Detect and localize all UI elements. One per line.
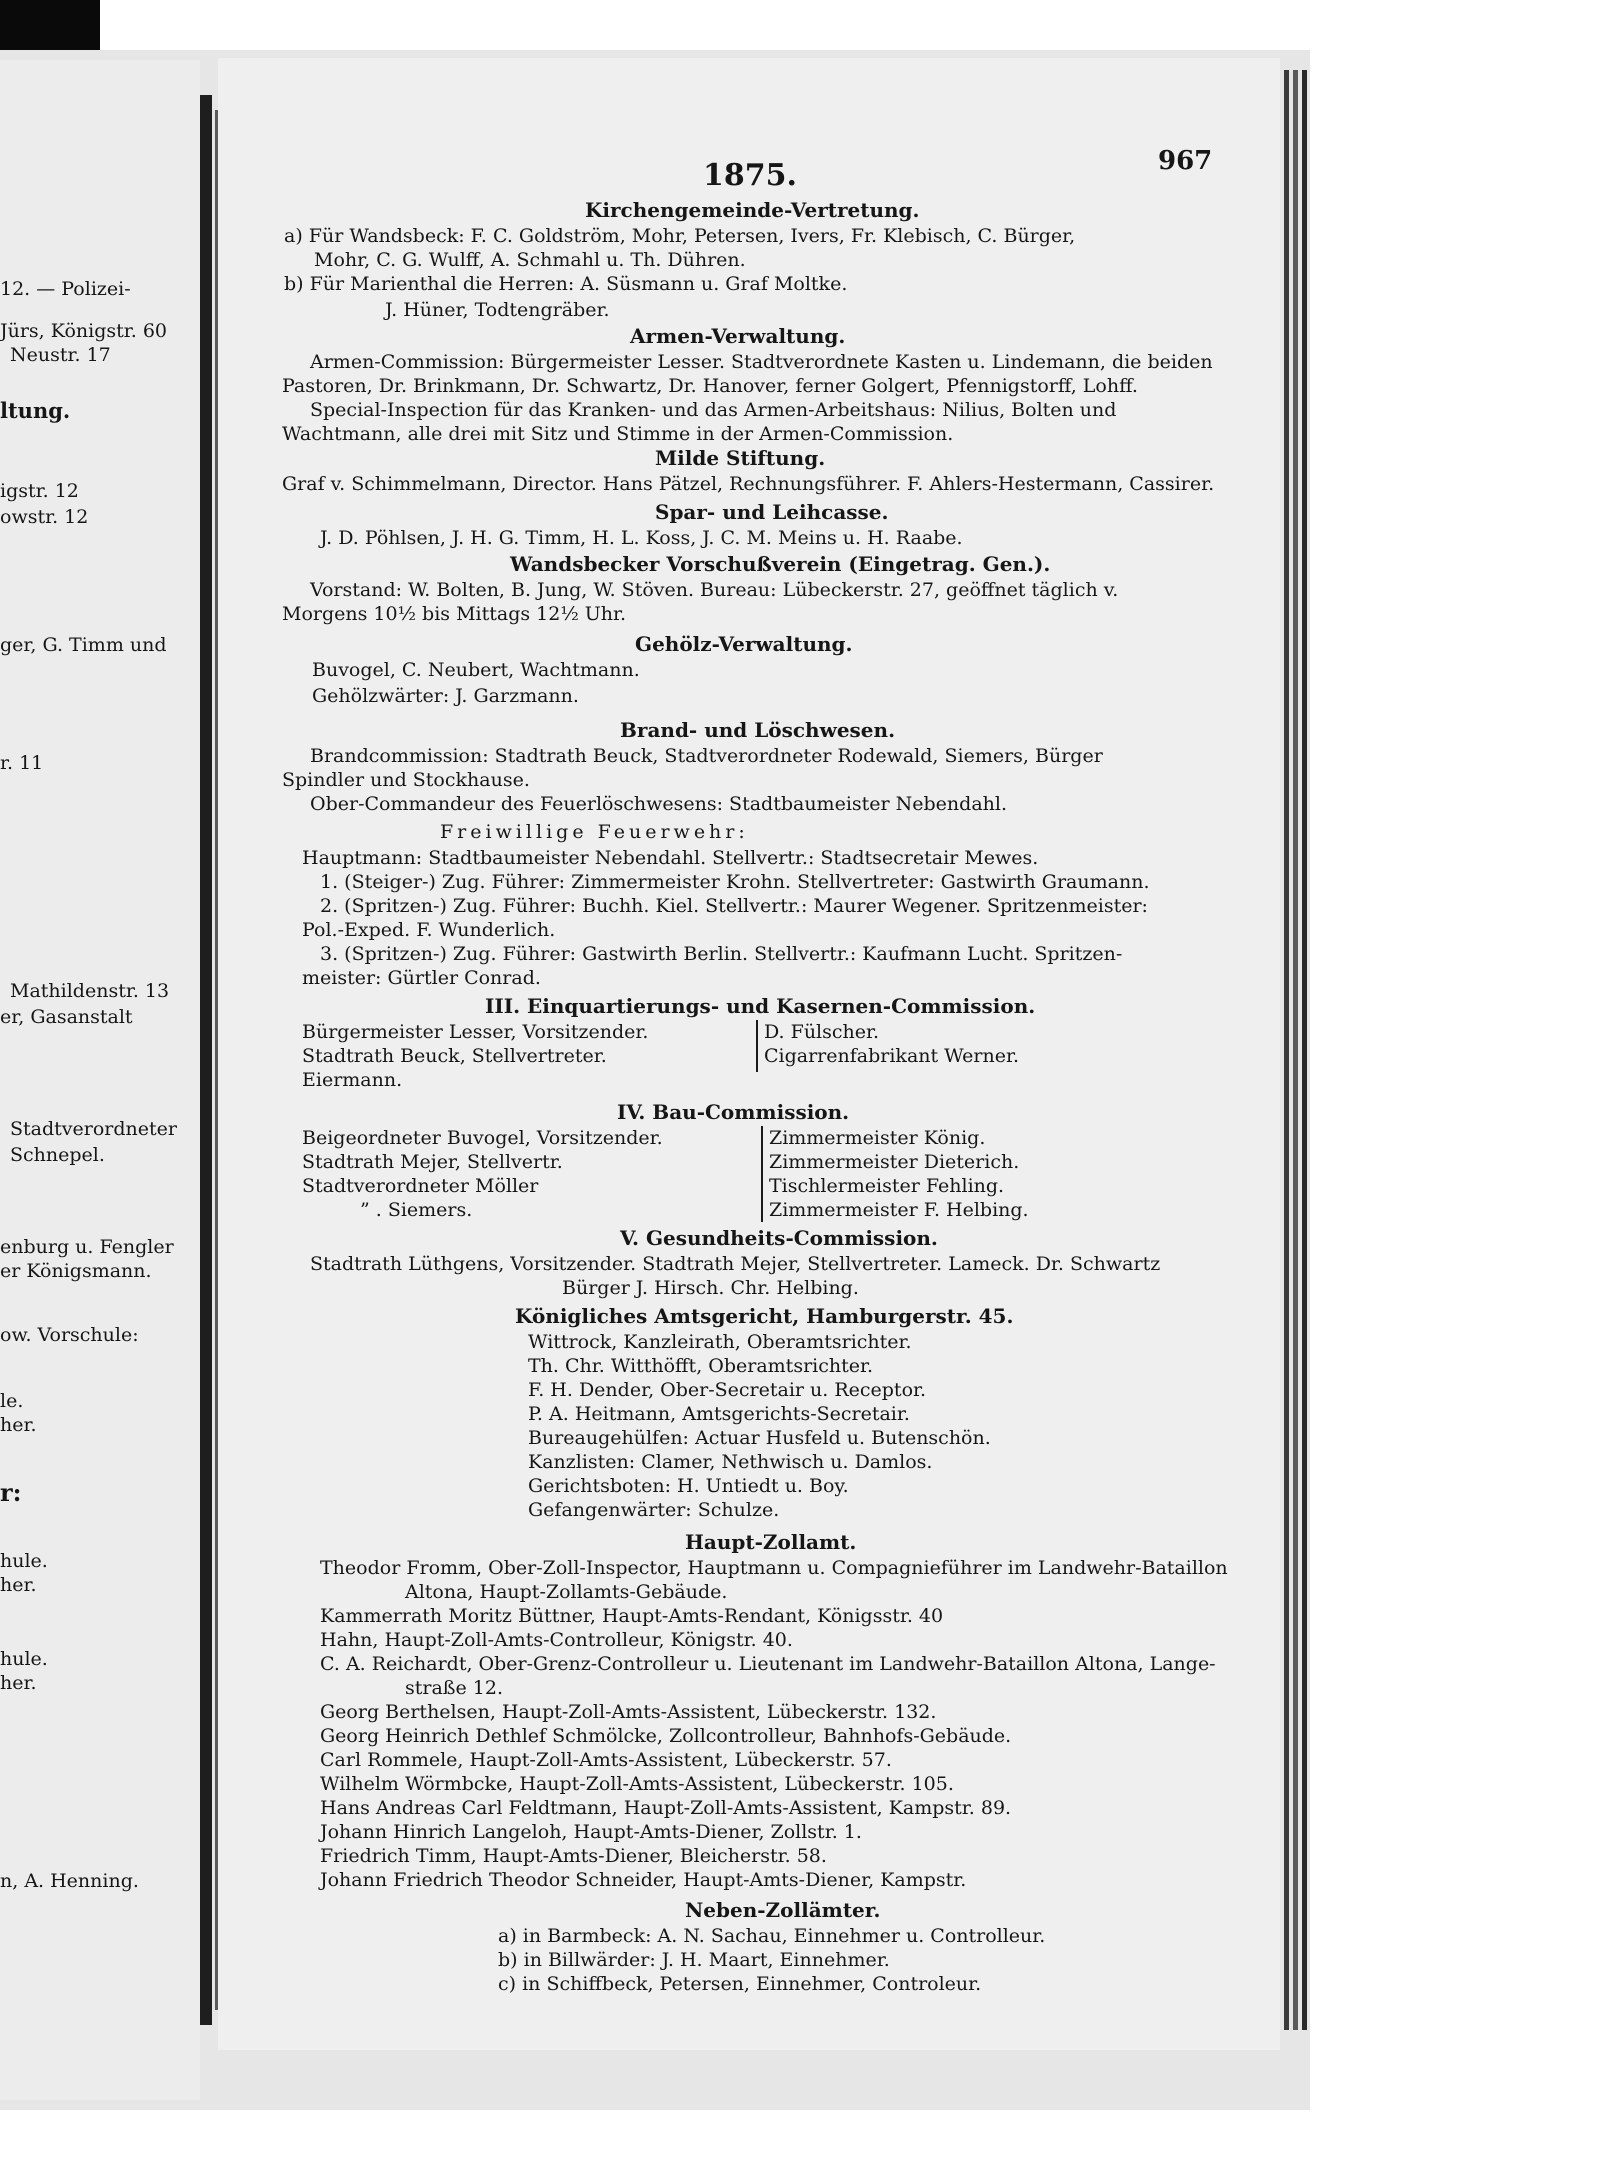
page-edge	[1284, 70, 1289, 2030]
section-heading-vorschussverein: Wandsbecker Vorschußverein (Eingetrag. Gen.).	[510, 552, 1051, 576]
right-page	[218, 58, 1280, 2050]
left-fragment: Neustr. 17	[10, 344, 111, 366]
text-line: Hahn, Haupt-Zoll-Amts-Controlleur, Königstr. 40.	[320, 1629, 793, 1651]
scan-margin	[0, 2110, 1600, 2177]
text-line: Stadtrath Beuck, Stellvertreter.	[302, 1045, 607, 1067]
text-line: Georg Heinrich Dethlef Schmölcke, Zollcontrolleur, Bahnhofs-Gebäude.	[320, 1725, 1012, 1747]
text-line: Kanzlisten: Clamer, Nethwisch u. Damlos.	[528, 1451, 933, 1473]
section-heading-spar-leihcasse: Spar- und Leihcasse.	[655, 500, 889, 524]
text-line: Theodor Fromm, Ober-Zoll-Inspector, Hauptmann u. Compagnieführer im Landwehr-Bataillon	[320, 1557, 1228, 1579]
section-heading-bau-commission: IV. Bau-Commission.	[617, 1100, 850, 1124]
text-line: Armen-Commission: Bürgermeister Lesser. Stadtverordnete Kasten u. Lindemann, die beiden	[310, 351, 1213, 373]
section-heading-neben-zollaemter: Neben-Zollämter.	[685, 1898, 881, 1922]
text-line: Altona, Haupt-Zollamts-Gebäude.	[405, 1581, 728, 1603]
text-line: Gehölzwärter: J. Garzmann.	[312, 685, 579, 707]
text-line: Spindler und Stockhause.	[282, 769, 530, 791]
text-line: Kammerrath Moritz Büttner, Haupt-Amts-Rendant, Königsstr. 40	[320, 1605, 944, 1627]
text-line: Pol.-Exped. F. Wunderlich.	[302, 919, 556, 941]
left-fragment: Schnepel.	[10, 1144, 105, 1166]
text-line: 3. (Spritzen-) Zug. Führer: Gastwirth Berlin. Stellvertr.: Kaufmann Lucht. Spritzen-	[320, 943, 1123, 965]
text-line: Tischlermeister Fehling.	[769, 1175, 1005, 1197]
text-line: 1. (Steiger-) Zug. Führer: Zimmermeister Krohn. Stellvertreter: Gastwirth Graumann.	[320, 871, 1150, 893]
column-divider	[761, 1126, 763, 1222]
section-heading-kirchengemeinde: Kirchengemeinde-Vertretung.	[585, 198, 920, 222]
left-fragment: Jürs, Königstr. 60	[0, 320, 168, 342]
text-line: Stadtrath Mejer, Stellvertr.	[302, 1151, 563, 1173]
left-page	[0, 60, 200, 2100]
text-line: Ober-Commandeur des Feuerlöschwesens: Stadtbaumeister Nebendahl.	[310, 793, 1007, 815]
text-line: Vorstand: W. Bolten, B. Jung, W. Stöven. Bureau: Lübeckerstr. 27, geöffnet täglich v.	[310, 579, 1119, 601]
text-line: Cigarrenfabrikant Werner.	[764, 1045, 1020, 1067]
page-edge	[1302, 70, 1307, 2030]
text-line: Buvogel, C. Neubert, Wachtmann.	[312, 659, 640, 681]
left-fragment: her.	[0, 1414, 37, 1436]
text-line: b) in Billwärder: J. H. Maart, Einnehmer.	[498, 1949, 890, 1971]
text-line: Brandcommission: Stadtrath Beuck, Stadtverordneter Rodewald, Siemers, Bürger	[310, 745, 1103, 767]
text-line: c) in Schiffbeck, Petersen, Einnehmer, Controleur.	[498, 1973, 982, 1995]
left-fragment: her.	[0, 1574, 37, 1596]
left-fragment: er Königsmann.	[0, 1260, 152, 1282]
text-line: Gerichtsboten: H. Untiedt u. Boy.	[528, 1475, 849, 1497]
text-line: J. Hüner, Todtengräber.	[385, 299, 610, 321]
section-heading-einquartierung: III. Einquartierungs- und Kasernen-Commission.	[485, 994, 1036, 1018]
left-fragment: Mathildenstr. 13	[10, 980, 170, 1002]
text-line: Stadtrath Lüthgens, Vorsitzender. Stadtrath Mejer, Stellvertreter. Lameck. Dr. Schwartz	[310, 1253, 1161, 1275]
left-fragment: her.	[0, 1672, 37, 1694]
text-line: Gefangenwärter: Schulze.	[528, 1499, 780, 1521]
text-line: Johann Friedrich Theodor Schneider, Haupt-Amts-Diener, Kampstr.	[320, 1869, 967, 1891]
text-line: Zimmermeister König.	[769, 1127, 986, 1149]
text-line: J. D. Pöhlsen, J. H. G. Timm, H. L. Koss, J. C. M. Meins u. H. Raabe.	[320, 527, 963, 549]
text-line: Johann Hinrich Langeloh, Haupt-Amts-Diener, Zollstr. 1.	[320, 1821, 862, 1843]
section-heading-gehoelz: Gehölz-Verwaltung.	[635, 632, 853, 656]
text-line: Hans Andreas Carl Feldtmann, Haupt-Zoll-Amts-Assistent, Kampstr. 89.	[320, 1797, 1012, 1819]
text-line: Hauptmann: Stadtbaumeister Nebendahl. Stellvertr.: Stadtsecretair Mewes.	[302, 847, 1039, 869]
text-line: Bürgermeister Lesser, Vorsitzender.	[302, 1021, 649, 1043]
text-line: P. A. Heitmann, Amtsgerichts-Secretair.	[528, 1403, 910, 1425]
left-fragment: n, A. Henning.	[0, 1870, 139, 1892]
text-line: a) in Barmbeck: A. N. Sachau, Einnehmer u. Controlleur.	[498, 1925, 1046, 1947]
section-heading-amtsgericht: Königliches Amtsgericht, Hamburgerstr. 45.	[515, 1304, 1014, 1328]
text-line: Special-Inspection für das Kranken- und das Armen-Arbeitshaus: Nilius, Bolten und	[310, 399, 1117, 421]
subsection-heading-feuerwehr: Freiwillige Feuerwehr:	[440, 821, 749, 843]
text-line: Zimmermeister F. Helbing.	[769, 1199, 1029, 1221]
text-line: Wittrock, Kanzleirath, Oberamtsrichter.	[528, 1331, 912, 1353]
text-line: Bureaugehülfen: Actuar Husfeld u. Butenschön.	[528, 1427, 991, 1449]
page-number: 967	[1158, 146, 1213, 176]
section-heading-haupt-zollamt: Haupt-Zollamt.	[685, 1530, 857, 1554]
text-line: Carl Rommele, Haupt-Zoll-Amts-Assistent, Lübeckerstr. 57.	[320, 1749, 892, 1771]
text-line: Zimmermeister Dieterich.	[769, 1151, 1020, 1173]
left-fragment: hule.	[0, 1550, 48, 1572]
text-line: Morgens 10½ bis Mittags 12½ Uhr.	[282, 603, 627, 625]
text-line: Friedrich Timm, Haupt-Amts-Diener, Bleicherstr. 58.	[320, 1845, 827, 1867]
page-edge	[1293, 70, 1298, 2030]
text-line: b) Für Marienthal die Herren: A. Süsmann u. Graf Moltke.	[284, 273, 848, 295]
text-line: Pastoren, Dr. Brinkmann, Dr. Schwartz, Dr. Hanover, ferner Golgert, Pfennigstorff, Lohff.	[282, 375, 1138, 397]
scan-border	[0, 0, 100, 50]
section-heading-milde-stiftung: Milde Stiftung.	[655, 446, 826, 470]
left-fragment: owstr. 12	[0, 506, 89, 528]
left-fragment: hule.	[0, 1648, 48, 1670]
text-line: Georg Berthelsen, Haupt-Zoll-Amts-Assistent, Lübeckerstr. 132.	[320, 1701, 937, 1723]
left-fragment: Stadtverordneter	[10, 1118, 177, 1140]
left-fragment: r. 11	[0, 752, 44, 774]
text-line: Wilhelm Wörmbcke, Haupt-Zoll-Amts-Assistent, Lübeckerstr. 105.	[320, 1773, 954, 1795]
text-line: ” . Siemers.	[360, 1199, 473, 1221]
left-fragment: ow. Vorschule:	[0, 1324, 139, 1346]
text-line: Th. Chr. Witthöfft, Oberamtsrichter.	[528, 1355, 874, 1377]
text-line: F. H. Dender, Ober-Secretair u. Receptor.	[528, 1379, 927, 1401]
text-line: 2. (Spritzen-) Zug. Führer: Buchh. Kiel. Stellvertr.: Maurer Wegener. Spritzenmeister:	[320, 895, 1148, 917]
text-line: Wachtmann, alle drei mit Sitz und Stimme in der Armen-Commission.	[282, 423, 954, 445]
text-line: Mohr, C. G. Wulff, A. Schmahl u. Th. Dühren.	[314, 249, 746, 271]
left-fragment: enburg u. Fengler	[0, 1236, 174, 1258]
text-line: Stadtverordneter Möller	[302, 1175, 539, 1197]
text-line: Bürger J. Hirsch. Chr. Helbing.	[562, 1277, 859, 1299]
text-line: Graf v. Schimmelmann, Director. Hans Pätzel, Rechnungsführer. F. Ahlers-Hestermann, Cassirer.	[282, 473, 1215, 495]
section-heading-brand-loeschwesen: Brand- und Löschwesen.	[620, 718, 896, 742]
left-fragment: er, Gasanstalt	[0, 1006, 133, 1028]
text-line: Eiermann.	[302, 1069, 403, 1091]
left-fragment: le.	[0, 1390, 24, 1412]
section-heading-armen: Armen-Verwaltung.	[630, 324, 846, 348]
left-fragment: 12. — Polizei-	[0, 278, 131, 300]
left-fragment: r:	[0, 1478, 22, 1507]
left-fragment: ger, G. Timm und	[0, 634, 167, 656]
text-line: Beigeordneter Buvogel, Vorsitzender.	[302, 1127, 663, 1149]
text-line: straße 12.	[405, 1677, 503, 1699]
text-line: meister: Gürtler Conrad.	[302, 967, 541, 989]
text-line: C. A. Reichardt, Ober-Grenz-Controlleur u. Lieutenant im Landwehr-Bataillon Altona, Lange-	[320, 1653, 1216, 1675]
book-gutter	[200, 95, 212, 2025]
text-line: D. Fülscher.	[764, 1021, 880, 1043]
left-fragment: igstr. 12	[0, 480, 79, 502]
page-year: 1875.	[703, 158, 797, 193]
text-line: a) Für Wandsbeck: F. C. Goldström, Mohr, Petersen, Ivers, Fr. Klebisch, C. Bürger,	[284, 225, 1076, 247]
column-divider	[756, 1020, 758, 1072]
section-heading-gesundheits-commission: V. Gesundheits-Commission.	[620, 1226, 938, 1250]
left-fragment: ltung.	[0, 398, 71, 423]
